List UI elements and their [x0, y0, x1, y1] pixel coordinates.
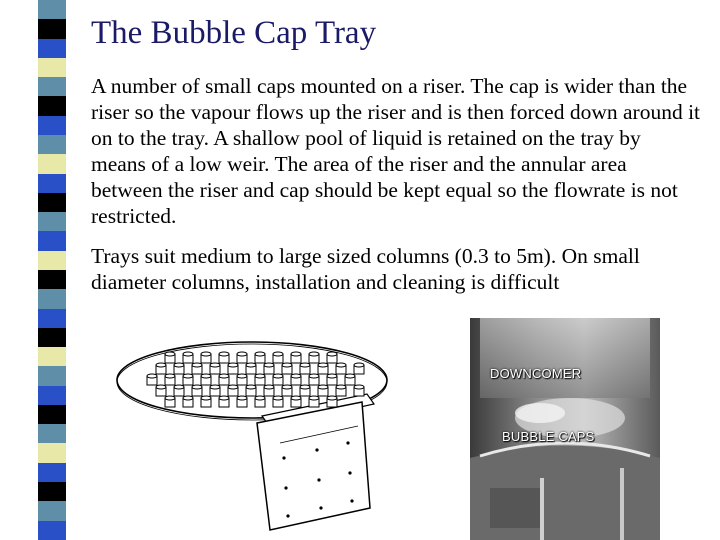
sidebar-square — [38, 289, 66, 308]
sidebar-square — [38, 96, 66, 115]
label-bubble-caps: BUBBLE CAPS — [502, 429, 595, 444]
sidebar-square — [38, 251, 66, 270]
sidebar-square — [38, 231, 66, 250]
sidebar-square — [38, 405, 66, 424]
sidebar-square — [38, 366, 66, 385]
paragraph-description: A number of small caps mounted on a riser. The cap is wider than the riser so the vapour flows up the riser and is then forced down around it on to the tray. A shallow pool of liquid is retained on the tray by means of a low weir. The area of the riser and the annular area between the riser and cap should be kept equal so the flowrate is not restricted. — [91, 74, 701, 228]
sidebar-square — [38, 463, 66, 482]
sidebar-square — [38, 521, 66, 540]
bubble-cap-tray-drawing — [112, 318, 440, 534]
sidebar-square — [38, 424, 66, 443]
sidebar-square — [38, 174, 66, 193]
bubble-cap-photo — [470, 318, 660, 540]
sidebar-square — [38, 482, 66, 501]
sidebar-square — [38, 135, 66, 154]
label-downcomer: DOWNCOMER — [490, 366, 582, 381]
sidebar-square — [38, 386, 66, 405]
slide-body — [91, 73, 701, 295]
sidebar-square — [38, 328, 66, 347]
sidebar-square — [38, 309, 66, 328]
sidebar-square — [38, 58, 66, 77]
sidebar-square — [38, 193, 66, 212]
slide-title: The Bubble Cap Tray — [91, 15, 377, 51]
sidebar-square — [38, 347, 66, 366]
sidebar-square — [38, 501, 66, 520]
sidebar-square — [38, 116, 66, 135]
sidebar-square — [38, 212, 66, 231]
sidebar-square — [38, 270, 66, 289]
sidebar-square — [38, 19, 66, 38]
sidebar-square — [38, 77, 66, 96]
sidebar-pattern — [38, 0, 66, 540]
paragraph-applications: Trays suit medium to large sized columns (0.3 to 5m). On small diameter columns, installation and cleaning is difficult — [91, 244, 640, 294]
sidebar-square — [38, 154, 66, 173]
sidebar-square — [38, 0, 66, 19]
sidebar-square — [38, 443, 66, 462]
sidebar-square — [38, 39, 66, 58]
